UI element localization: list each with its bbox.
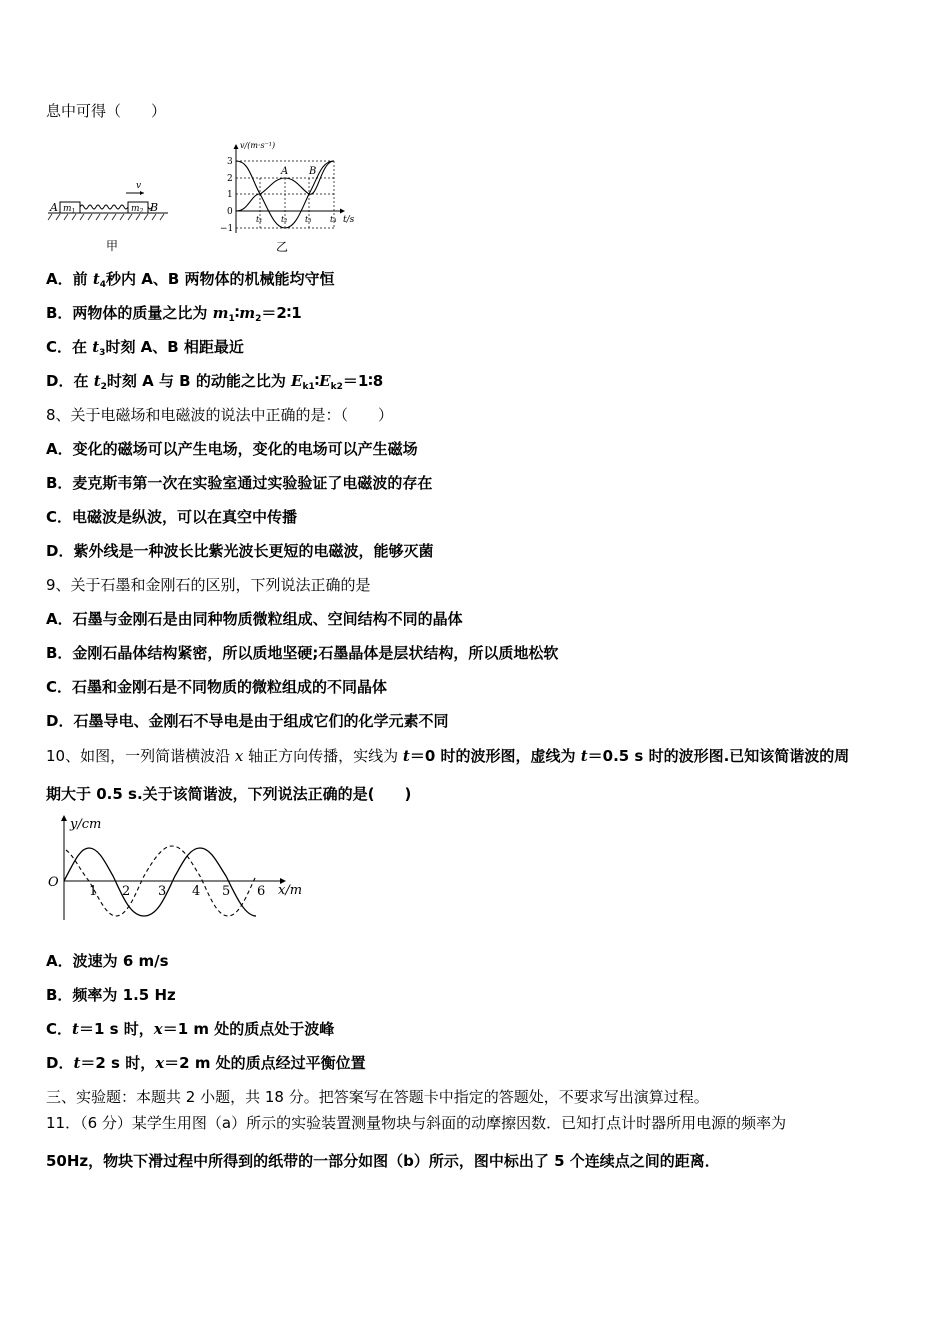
block-m2-label: $m_2$ [131, 204, 144, 215]
q9-option-b: B．金刚石晶体结构紧密，所以质地坚硬;石墨晶体是层状结构，所以质地松软 [46, 644, 559, 662]
ytick-3: 3 [227, 157, 233, 167]
q9-option-c: C．石墨和金刚石是不同物质的微粒组成的不同晶体 [46, 678, 388, 696]
curve-B-label: B [309, 166, 317, 177]
ytick-0: 0 [227, 207, 233, 217]
q9-option-a: A．石墨与金刚石是由同种物质微粒组成、空间结构不同的晶体 [46, 610, 463, 628]
q10-option-a: A．波速为 6 m/s [46, 952, 169, 970]
q10-stem-line1: 10、如图，一列简谐横波沿 x 轴正方向传播，实线为 t＝0 时的波形图，虚线为 t＝0.5 s 时的波形图.已知该简谐波的周 [46, 747, 850, 765]
wave-yaxis-label: y/cm [70, 817, 102, 832]
curve-A-label: A [281, 166, 289, 177]
intro-text: 息中可得（ ） [46, 102, 167, 120]
figure-jia [44, 175, 176, 255]
xtick-t1: t₁ [256, 215, 263, 224]
wave-xtick-4: 4 [192, 884, 201, 899]
wave-figure [44, 812, 314, 924]
q11-line1: 11．（6 分）某学生用图（a）所示的实验装置测量物块与斜面的动摩擦因数．已知打点计时器所用电源的频率为 [46, 1114, 787, 1132]
q8-option-a: A．变化的磁场可以产生电场，变化的电场可以产生磁场 [46, 440, 418, 458]
label-B: B [150, 201, 159, 214]
wave-xtick-1: 1 [89, 884, 98, 899]
velocity-label: v [136, 181, 142, 191]
q10-option-b: B．频率为 1.5 Hz [46, 986, 176, 1004]
figure-jia-label: 甲 [106, 239, 119, 253]
q7-option-b: B．两物体的质量之比为 $m_1∶m_2=2∶1$ [46, 304, 302, 324]
q7-option-a: A．前 $t_4$秒内 A、B 两物体的机械能均守恒 [46, 270, 335, 290]
wave-xaxis-label: x/m [278, 883, 303, 898]
q7-option-d: D．在 $t_2$时刻 A 与 B 的动能之比为 $E_{k1}∶E_{k2}=1∶8$ [46, 372, 384, 392]
xaxis-label: t/s [343, 215, 355, 225]
yaxis-label: v/(m·s⁻¹) [240, 141, 276, 150]
q8-option-b: B．麦克斯韦第一次在实验室通过实验验证了电磁波的存在 [46, 474, 433, 492]
figure-yi [218, 138, 366, 258]
q8-option-c: C．电磁波是纵波，可以在真空中传播 [46, 508, 298, 526]
figure-yi-label: 乙 [276, 240, 289, 254]
q7-option-c: C．在 $t_3$时刻 A、B 相距最近 [46, 338, 244, 358]
q10-option-c: C．t＝1 s 时，x＝1 m 处的质点处于波峰 [46, 1020, 335, 1038]
section3-heading: 三、实验题：本题共 2 小题，共 18 分。把答案写在答题卡中指定的答题处，不要求写出演算过程。 [46, 1088, 709, 1106]
wave-solid [64, 848, 256, 916]
q8-option-d: D．紫外线是一种波长比紫光波长更短的电磁波，能够灭菌 [46, 542, 434, 560]
q10-stem-line2: 期大于 0.5 s.关于该简谐波，下列说法正确的是( ) [46, 785, 412, 803]
wave-xtick-6: 6 [257, 884, 266, 899]
ytick-1: 1 [227, 190, 233, 200]
xtick-t3: t₃ [305, 215, 312, 224]
ytick-neg1: −1 [220, 224, 234, 234]
ytick-2: 2 [227, 174, 233, 184]
q9-stem: 9、关于石墨和金刚石的区别，下列说法正确的是 [46, 576, 371, 594]
wave-xtick-3: 3 [158, 884, 167, 899]
q10-option-d: D．t＝2 s 时，x＝2 m 处的质点经过平衡位置 [46, 1054, 366, 1072]
wave-xtick-2: 2 [122, 884, 131, 899]
q9-option-d: D．石墨导电、金刚石不导电是由于组成它们的化学元素不同 [46, 712, 449, 730]
wave-xtick-5: 5 [222, 884, 231, 899]
q11-line2: 50Hz，物块下滑过程中所得到的纸带的一部分如图（b）所示，图中标出了 5 个连续点之间的距离． [46, 1152, 720, 1170]
q8-stem: 8、关于电磁场和电磁波的说法中正确的是：（ ） [46, 406, 394, 424]
xtick-t4: t₄ [330, 215, 337, 224]
xtick-t2: t₂ [281, 215, 288, 224]
block-m1-label: $m_1$ [63, 204, 76, 215]
wave-origin-label: O [48, 875, 59, 890]
label-A: A [50, 201, 58, 214]
